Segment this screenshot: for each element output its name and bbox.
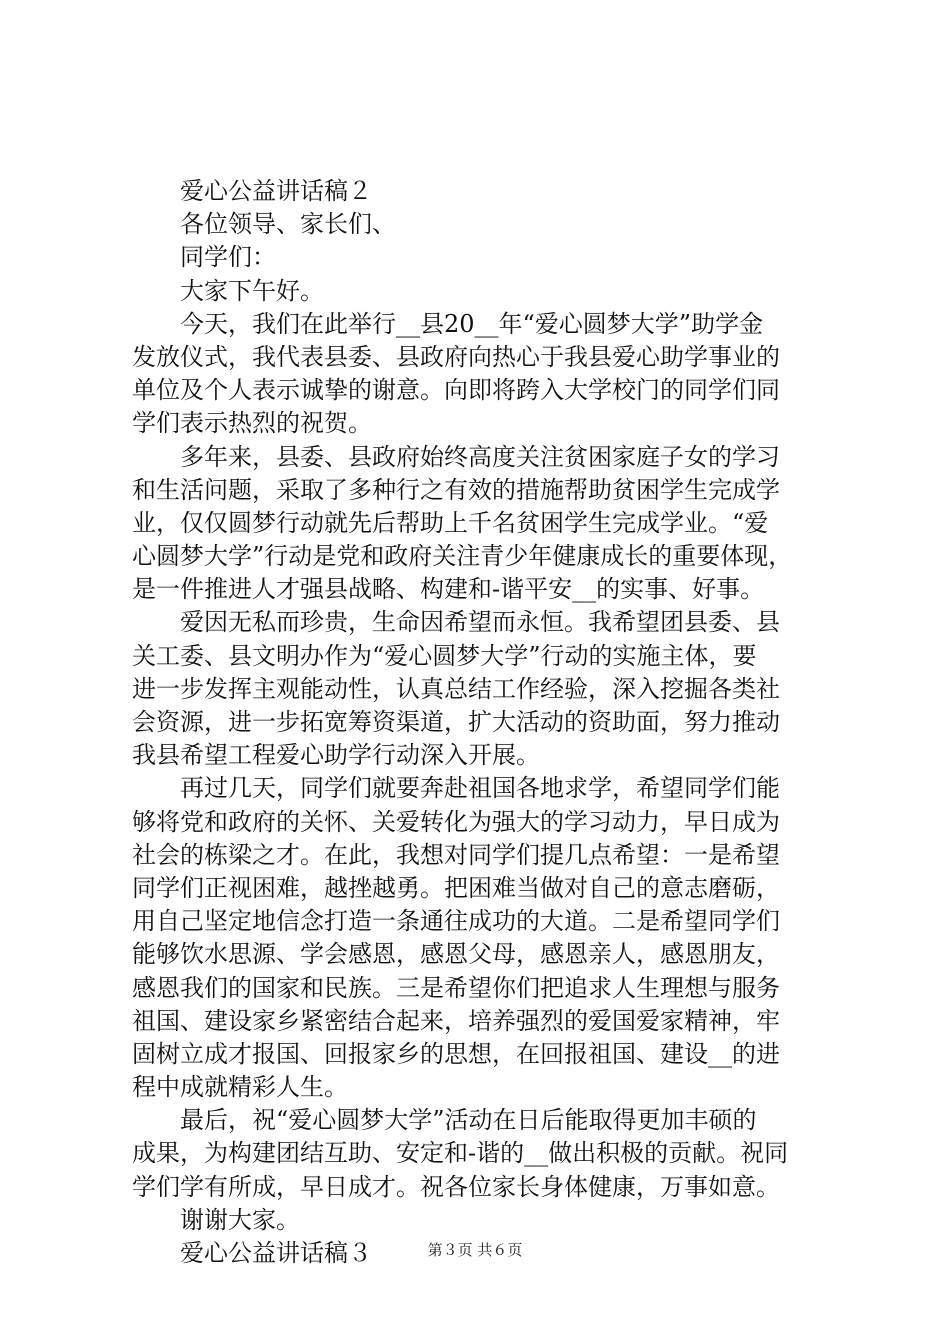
text-line: 业，仅仅圆梦行动就先后帮助上千名贫困学生完成学业。“爱 xyxy=(132,508,769,537)
text-line: 社会的栋梁之才。在此，我想对同学们提几点希望：一是希望 xyxy=(132,840,780,869)
text-line: 爱心公益讲话稿２ xyxy=(180,177,372,205)
text-line: 再过几天，同学们就要奔赴祖国各地求学，希望同学们能 xyxy=(180,774,780,803)
text-line: 祖国、建设家乡紧密结合起来，培养强烈的爱国爱家精神，牢 xyxy=(132,1006,780,1035)
page-footer: 第３页 共６页 xyxy=(427,1241,523,1259)
text-line: 感恩我们的国家和民族。三是希望你们把追求人生理想与服务 xyxy=(132,973,780,1002)
text-line: 进一步发挥主观能动性，认真总结工作经验，深入挖掘各类社 xyxy=(132,674,780,703)
text-line: 同学们正视困难，越挫越勇。把困难当做对自己的意志磨砺， xyxy=(132,873,780,902)
text-line: 今天，我们在此举行__县20__年“爱心圆梦大学”助学金 xyxy=(180,309,764,338)
text-line: 最后，祝“爱心圆梦大学”活动在日后能取得更加丰硕的 xyxy=(180,1106,757,1135)
text-line: 学们表示热烈的祝贺。 xyxy=(132,409,372,438)
text-line: 会资源，进一步拓宽筹资渠道，扩大活动的资助面，努力推动 xyxy=(132,708,780,736)
text-line: 我县希望工程爱心助学行动深入开展。 xyxy=(132,741,540,770)
text-line: 学们学有所成，早日成才。祝各位家长身体健康，万事如意。 xyxy=(132,1172,780,1201)
text-line: 多年来，县委、县政府始终高度关注贫困家庭子女的学习 xyxy=(180,442,780,471)
text-line: 心圆梦大学”行动是党和政府关注青少年健康成长的重要体现， xyxy=(132,542,793,571)
text-line: 爱心公益讲话稿３ xyxy=(180,1239,372,1267)
document-body xyxy=(132,175,832,1270)
text-line: 和生活问题，采取了多种行之有效的措施帮助贫困学生完成学 xyxy=(132,475,780,504)
text-line: 大家下午好。 xyxy=(180,276,324,305)
text-line: 谢谢大家。 xyxy=(180,1205,300,1234)
text-line: 爱因无私而珍贵，生命因希望而永恒。我希望团县委、县 xyxy=(180,608,780,637)
text-line: 成果，为构建团结互助、安定和-谐的__做出积极的贡献。祝同 xyxy=(132,1139,789,1168)
text-line: 发放仪式，我代表县委、县政府向热心于我县爱心助学事业的 xyxy=(132,342,780,371)
text-line: 够将党和政府的关怀、关爱转化为强大的学习动力，早日成为 xyxy=(132,807,780,836)
text-line: 是一件推进人才强县战略、构建和-谐平安__的实事、好事。 xyxy=(132,575,765,604)
text-line: 同学们： xyxy=(180,243,276,272)
text-line: 程中成就精彩人生。 xyxy=(132,1073,348,1102)
text-line: 用自己坚定地信念打造一条通往成功的大道。二是希望同学们 xyxy=(132,907,780,936)
text-line: 能够饮水思源、学会感恩，感恩父母，感恩亲人，感恩朋友， xyxy=(132,940,780,969)
text-line: 固树立成才报国、回报家乡的思想，在回报祖国、建设__的进 xyxy=(132,1039,780,1068)
text-line: 关工委、县文明办作为“爱心圆梦大学”行动的实施主体，要 xyxy=(132,641,757,670)
text-line: 各位领导、家长们、 xyxy=(180,210,396,239)
text-line: 单位及个人表示诚挚的谢意。向即将跨入大学校门的同学们同 xyxy=(132,376,780,405)
